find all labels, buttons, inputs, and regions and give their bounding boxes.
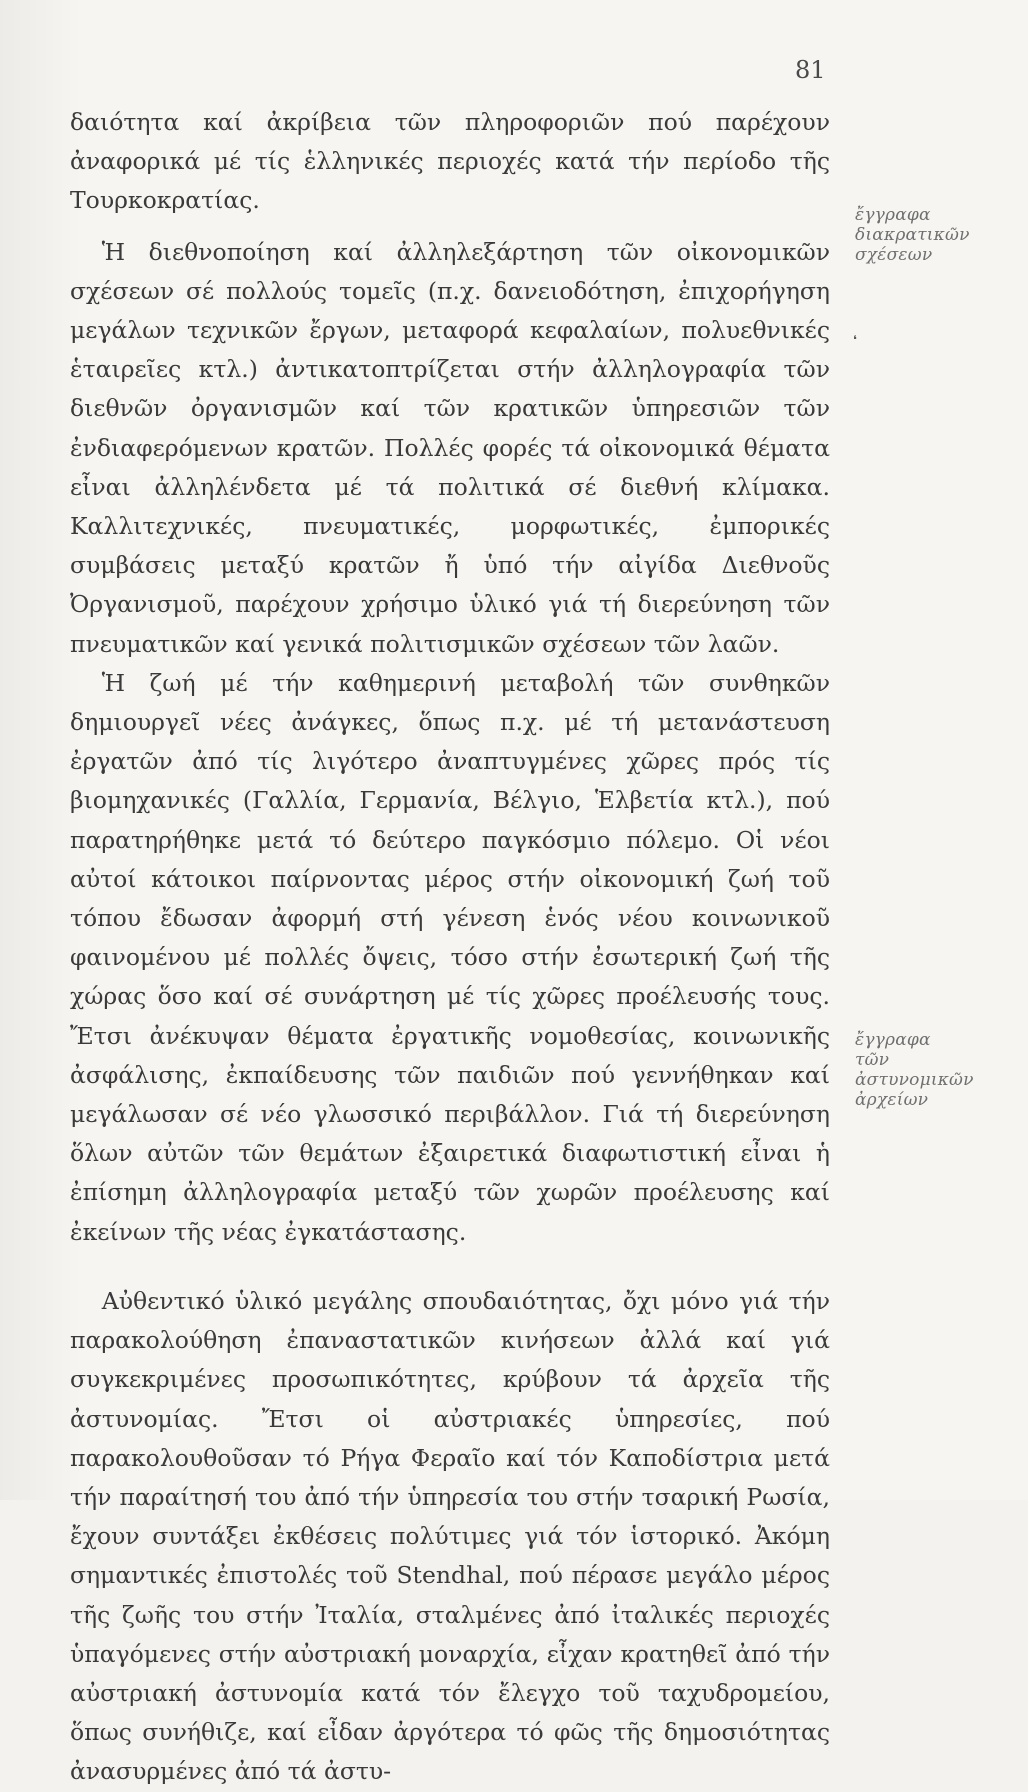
paragraph-gap xyxy=(70,1252,830,1282)
paragraph-2: Ἡ διεθνοποίηση καί ἀλληλεξάρτηση τῶν οἰκονομικῶν σχέσεων σέ πολλούς τομεῖς (π.χ. δανειοδότηση, ἐπιχορήγηση μεγάλων τεχνικῶν ἔργων, μεταφορά κεφαλαίων, πολυεθνικές ἑταιρεῖες κτλ.) ἀντικατοπτρίζεται στήν ἀλληλογραφία τῶν διεθνῶν ὀργανισμῶν καί τῶν κρατικῶν ὑπηρεσιῶν τῶν ἐνδιαφερόμενων κρατῶν. Πολλές φορές τά οἰκονομικά θέματα εἶναι ἀλληλένδετα μέ τά πολιτικά σέ διεθνή κλίμακα. Καλλιτεχνικές, πνευματικές, μορφωτικές, ἐμπορικές συμβάσεις μεταξύ κρατῶν ἤ ὑπό τήν αἰγίδα Διεθνοῦς Ὀργανισμοῦ, παρέχουν χρήσιμο ὑλικό γιά τή διερεύνηση τῶν πνευματικῶν καί γενικά πολιτισμικῶν σχέσεων τῶν λαῶν. xyxy=(70,237,830,658)
margin-mark: ❛ xyxy=(853,333,857,347)
margin-note-line: ἀστυνομικῶν xyxy=(855,1070,974,1090)
margin-note-police-archives xyxy=(855,1030,1005,1110)
margin-note-diplomatic-documents xyxy=(855,205,1005,265)
margin-note-line: ἔγγραφα xyxy=(855,205,931,225)
main-text xyxy=(70,103,830,1792)
paragraph-3: Ἡ ζωή μέ τήν καθημερινή μεταβολή τῶν συνθηκῶν δημιουργεῖ νέες ἀνάγκες, ὅπως π.χ. μέ τή μετανάστευση ἐργατῶν ἀπό τίς λιγότερο ἀναπτυγμένες χῶρες πρός τίς βιομηχανικές (Γαλλία, Γερμανία, Βέλγιο, Ἑλβετία κτλ.), πού παρατηρήθηκε μετά τό δεύτερο παγκόσμιο πόλεμο. Οἱ νέοι αὐτοί κάτοικοι παίρνοντας μέρος στήν οἰκονομική ζωή τοῦ τόπου ἔδωσαν ἀφορμή στή γένεση ἑνός νέου κοινωνικοῦ φαινομένου μέ πολλές ὄψεις, τόσο στήν ἐσωτερική ζωή τῆς χώρας ὅσο καί σέ συνάρτηση μέ τίς χῶρες προέλευσής τους. Ἔτσι ἀνέκυψαν θέματα ἐργατικῆς νομοθεσίας, κοινωνικῆς ἀσφάλισης, ἐκπαίδευσης τῶν παιδιῶν πού γεννήθηκαν καί μεγάλωσαν σέ νέο γλωσσικό περιβάλλον. Γιά τή διερεύνηση ὅλων αὐτῶν τῶν θεμάτων ἐξαιρετικά διαφωτιστική εἶναι ἡ ἐπίσημη ἀλληλογραφία μεταξύ τῶν χωρῶν προέλευσης καί ἐκείνων τῆς νέας ἐγκατάστασης. xyxy=(70,668,830,1246)
paragraph-gap xyxy=(70,221,830,233)
paragraph-4: Αὐθεντικό ὑλικό μεγάλης σπουδαιότητας, ὄχι μόνο γιά τήν παρακολούθηση ἐπαναστατικῶν κινήσεων ἀλλά καί γιά συγκεκριμένες προσωπικότητες, κρύβουν τά ἀρχεῖα τῆς ἀστυνομίας. Ἔτσι οἱ αὐστριακές ὑπηρεσίες, πού παρακολουθοῦσαν τό Ρήγα Φεραῖο καί τόν Καποδίστρια μετά τήν παραίτησή του ἀπό τήν ὑπηρεσία του στήν τσαρική Ρωσία, ἔχουν συντάξει ἐκθέσεις πολύτιμες γιά τόν ἱστορικό. Ἀκόμη σημαντικές ἐπιστολές τοῦ Stendhal, πού πέρασε μεγάλο μέρος τῆς ζωῆς του στήν Ἰταλία, σταλμένες ἀπό ἰταλικές περιοχές ὑπαγόμενες στήν αὐστριακή μοναρχία, εἶχαν κρατηθεῖ ἀπό τήν αὐστριακή ἀστυνομία κατά τόν ἔλεγχο τοῦ ταχυδρομείου, ὅπως συνήθιζε, καί εἶδαν ἀργότερα τό φῶς τῆς δημοσιότητας ἀνασυρμένες ἀπό τά ἀστυ- xyxy=(70,1286,830,1786)
margin-note-line: σχέσεων xyxy=(855,245,933,265)
margin-note-line: ἀρχείων xyxy=(855,1090,929,1110)
page-number: 81 xyxy=(795,56,826,84)
margin-note-line: ἔγγραφα xyxy=(855,1030,931,1050)
margin-note-line: διακρατικῶν xyxy=(855,225,970,245)
margin-note-line: τῶν xyxy=(855,1050,890,1070)
paragraph-1: δαιότητα καί ἀκρίβεια τῶν πληροφοριῶν πού παρέχουν ἀναφορικά μέ τίς ἑλληνικές περιοχές κατά τήν περίοδο τῆς Τουρκοκρατίας. xyxy=(70,108,830,215)
